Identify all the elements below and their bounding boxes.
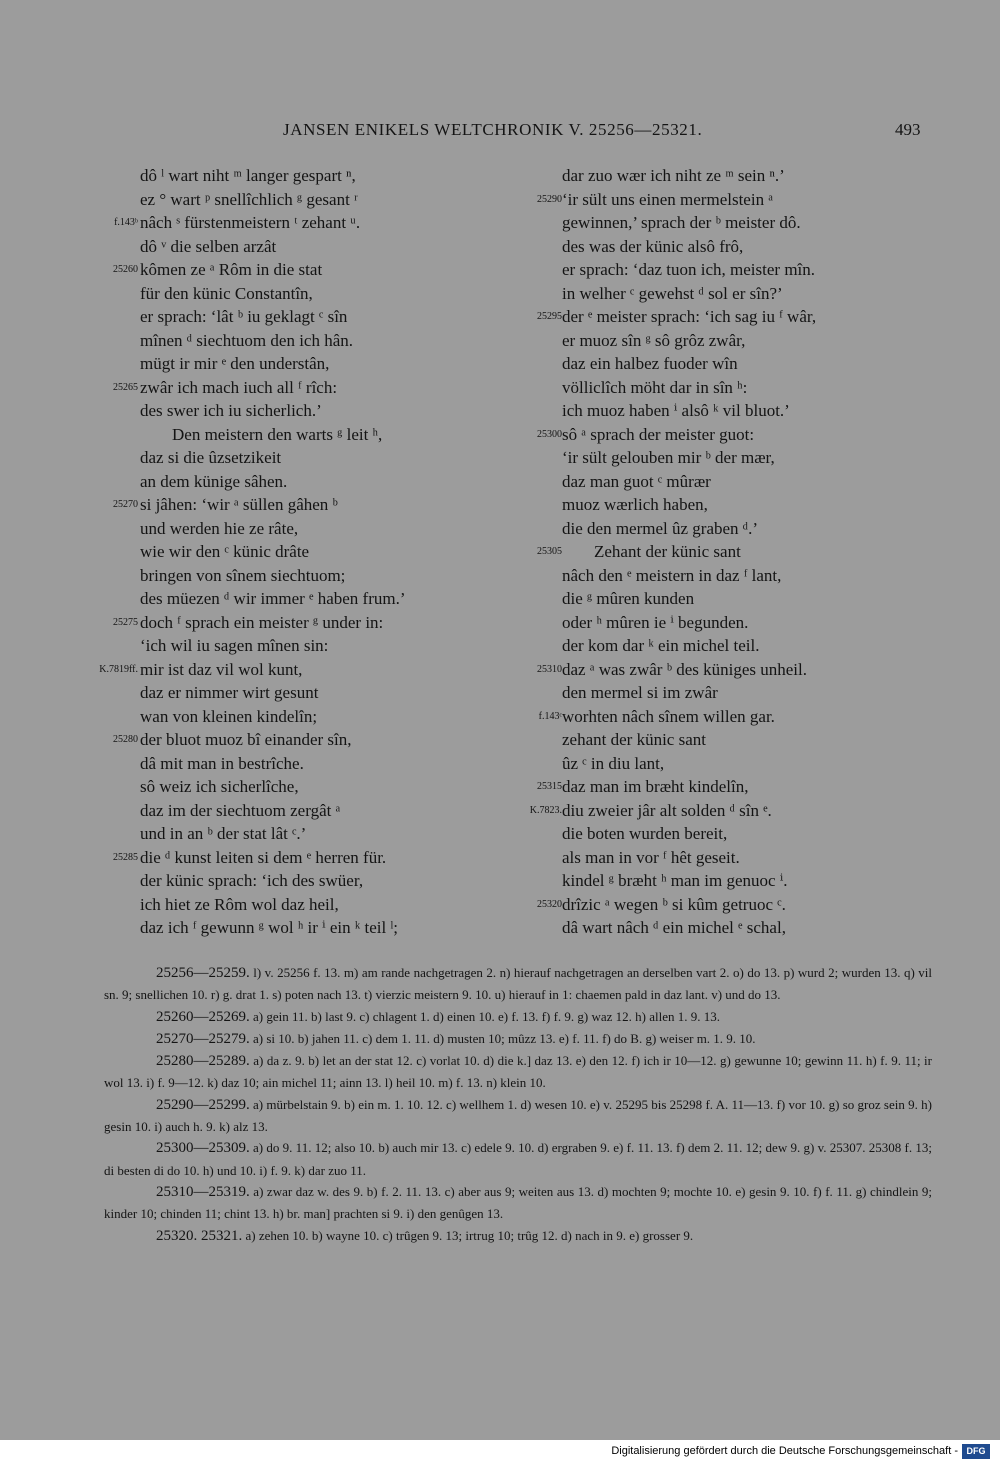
verse-line — [520, 446, 980, 470]
verse-line — [0, 564, 500, 588]
verse-text: dô ᵛ die selben arzât — [140, 236, 277, 256]
verse-text: si jâhen: ‘wir ᵃ süllen gâhen ᵇ — [140, 495, 338, 514]
verse-line — [0, 399, 500, 423]
verse-text: ‘ir sült uns einen mermelstein ᵃ — [562, 189, 773, 209]
verse-line — [520, 188, 980, 212]
verse-text: er sprach: ‘lât ᵇ iu geklagt ᶜ sîn — [140, 307, 348, 326]
verse-text: als man in vor ᶠ hêt geseit. — [562, 847, 740, 867]
verse-text: der ᵉ meister sprach: ‘ich sag iu ᶠ wâr, — [562, 307, 817, 326]
verse-line — [520, 634, 980, 658]
verse-line — [520, 564, 980, 588]
note-text: a) do 9. 11. 12; also 10. b) auch mir 13. c) edele 9. 10. d) ergraben 9. e) f. 11. 13. f) dem 2. 11. 12; dew 9. g) v. 25307. 25308 f. 13; di besten di do 10. h) und 10. i) f. 9. k) dar zuo 11. — [104, 1140, 933, 1178]
verse-text: bringen von sînem siechtuom; — [140, 565, 346, 585]
verse-text: ûz ᶜ in diu lant, — [562, 753, 665, 773]
line-marker: f.143ᵇ — [114, 217, 138, 228]
line-marker: K.7823. — [529, 804, 562, 816]
verse-line — [520, 658, 980, 682]
line-marker: 25275 — [113, 616, 138, 628]
verse-line — [0, 587, 500, 611]
note-block — [104, 1225, 932, 1247]
verse-line — [0, 752, 500, 776]
verse-text: daz man im bræht kindelîn, — [562, 777, 749, 796]
verse-text: und in an ᵇ der stat lât ᶜ.’ — [140, 824, 307, 843]
verse-text: der künic sprach: ‘ich des swüer, — [140, 871, 364, 890]
verse-text: wan von kleinen kindelîn; — [140, 706, 318, 726]
verse-text: zehant der künic sant — [562, 730, 706, 749]
verse-text: diu zweier jâr alt solden ᵈ sîn ᵉ. — [562, 800, 772, 820]
verse-line — [520, 916, 980, 940]
note-block — [104, 1006, 932, 1028]
verse-text: und werden hie ze râte, — [140, 518, 299, 538]
note-block — [104, 1181, 932, 1225]
line-marker: 25260 — [113, 264, 138, 275]
verse-column-right — [520, 164, 980, 940]
line-marker: 25290 — [537, 193, 562, 205]
verse-text: sô ᵃ sprach der meister guot: — [562, 424, 755, 444]
verse-line — [520, 164, 980, 188]
page-number: 493 — [895, 120, 921, 139]
note-range: 25290—25299. — [156, 1096, 250, 1113]
verse-text: wie wir den ᶜ künic drâte — [140, 542, 310, 561]
verse-text: mir ist daz vil wol kunt, — [140, 659, 303, 679]
verse-line — [0, 634, 500, 658]
verse-line — [0, 658, 500, 682]
verse-text: doch ᶠ sprach ein meister ᵍ under in: — [140, 612, 384, 632]
verse-text: völliclîch möht dar in sîn ʰ: — [562, 377, 748, 397]
verse-line — [0, 188, 500, 212]
line-marker: 25310 — [537, 663, 562, 675]
line-marker: f.143ᶜ — [538, 710, 562, 722]
note-text: a) da z. 9. b) let an der stat 12. c) vorlat 10. d) die k.] daz 13. e) den 12. f) ich ir 10—12. g) gewunne 10; gewinn 11. h) f. 9. 11; ir wol 13. i) f. 9—12. k) daz 10; ain michel 11; ainn 13. l) heil 10. m) f. 13. n) klein 10. — [104, 1053, 932, 1091]
verse-text: ez ° wart ᵖ snellîchlich ᵍ gesant ʳ — [140, 189, 358, 209]
verse-text: die ᵍ mûren kunden — [562, 589, 695, 608]
verse-text: ‘ir sült gelouben mir ᵇ der mær, — [562, 448, 775, 467]
verse-text: zwâr ich mach iuch all ᶠ rîch: — [140, 377, 338, 397]
verse-line — [0, 822, 500, 846]
verse-text: dâ mit man in bestrîche. — [140, 753, 304, 773]
verse-line — [520, 282, 980, 306]
verse-line — [0, 305, 500, 329]
verse-text: daz ein halbez fuoder wîn — [562, 354, 738, 373]
footer-bar — [0, 1441, 1000, 1465]
verse-line — [520, 352, 980, 376]
verse-text: in welher ᶜ gewehst ᵈ sol er sîn?’ — [562, 283, 783, 303]
line-marker: 25265 — [113, 381, 138, 393]
line-marker: 25270 — [113, 499, 138, 510]
critical-apparatus — [104, 962, 932, 1247]
verse-text: daz er nimmer wirt gesunt — [140, 683, 319, 702]
verse-text: ‘ich wil iu sagen mînen sin: — [140, 636, 329, 655]
note-block — [104, 1094, 932, 1138]
verse-line — [520, 399, 980, 423]
verse-line — [0, 164, 500, 188]
verse-line — [0, 423, 500, 447]
verse-line — [0, 517, 500, 541]
note-text: a) mürbelstain 9. b) ein m. 1. 10. 12. c) wellhem 1. d) wesen 10. e) v. 25295 bis 25298 f. A. 11—13. f) vor 10. g) so groz sein 9. h) gesin 10. i) auch h. 9. k) alz 13. — [104, 1096, 932, 1135]
verse-line — [520, 846, 980, 870]
verse-text: sô weiz ich sicherlîche, — [140, 777, 299, 796]
funding-credit: Digitalisierung gefördert durch die Deutsche Forschungsgemeinschaft - — [611, 1445, 958, 1457]
verse-text: des was der künic alsô frô, — [562, 236, 744, 256]
verse-text: gewinnen,’ sprach der ᵇ meister dô. — [562, 213, 801, 232]
verse-line — [520, 329, 980, 353]
verse-line — [520, 517, 980, 541]
verse-text: der kom dar ᵏ ein michel teil. — [562, 636, 760, 655]
verse-text: Zehant der künic sant — [594, 542, 741, 561]
line-marker: 25305 — [537, 546, 562, 557]
note-text: a) gein 11. b) last 9. c) chlagent 1. d) einen 10. e) f. 13. f) f. 9. g) waz 12. h) allen 1. 9. 13. — [253, 1008, 721, 1024]
note-range: 25270—25279. — [156, 1030, 250, 1047]
note-text: l) v. 25256 f. 13. m) am rande nachgetragen 2. n) hierauf nachgetragen an derselben vart 2. o) do 13. p) wurd 2; wurden 13. q) vil sn. 9; snellichen 10. r) g. drat 1. s) poten nach 13. t) vierzic meistern 9. 10. u) hierauf in 1: chaemen pald in daz lant. v) und do 13. — [104, 965, 932, 1003]
verse-line — [0, 869, 500, 893]
verse-line — [0, 705, 500, 729]
verse-text: Den meistern den warts ᵍ leit ʰ, — [172, 424, 383, 444]
line-marker: 25280 — [113, 734, 138, 745]
note-block — [104, 962, 932, 1006]
verse-line — [520, 211, 980, 235]
verse-line — [0, 258, 500, 282]
verse-text: muoz wærlich haben, — [562, 495, 708, 514]
verse-line — [0, 329, 500, 353]
verse-text: nâch den ᵉ meistern in daz ᶠ lant, — [562, 565, 782, 585]
verse-text: die boten wurden bereit, — [562, 824, 728, 843]
note-range: 25260—25269. — [156, 1008, 250, 1025]
verse-line — [520, 705, 980, 729]
verse-text: kômen ze ᵃ Rôm in die stat — [140, 260, 323, 279]
verse-line — [0, 681, 500, 705]
line-marker: 25320 — [537, 898, 562, 910]
note-range: 25320. 25321. — [156, 1227, 243, 1244]
verse-text: ich muoz haben ⁱ alsô ᵏ vil bluot.’ — [562, 401, 790, 420]
verse-text: die den mermel ûz graben ᵈ.’ — [562, 518, 758, 538]
verse-text: dô ˡ wart niht ᵐ langer gespart ⁿ, — [140, 166, 356, 185]
line-marker: 25285 — [113, 851, 138, 863]
verse-text: den mermel si im zwâr — [562, 683, 718, 702]
verse-text: daz man guot ᶜ mûrær — [562, 471, 711, 491]
verse-line — [0, 846, 500, 870]
verse-line — [520, 235, 980, 259]
note-range: 25256—25259. — [156, 965, 250, 981]
verse-line — [520, 587, 980, 611]
verse-line — [520, 470, 980, 494]
dfg-logo: DFG — [962, 1444, 990, 1459]
verse-line — [520, 728, 980, 752]
verse-line — [0, 775, 500, 799]
verse-line — [0, 376, 500, 400]
verse-text: drîzic ᵃ wegen ᵇ si kûm getruoc ᶜ. — [562, 894, 786, 914]
verse-line — [0, 799, 500, 823]
verse-line — [0, 611, 500, 635]
verse-text: dar zuo wær ich niht ze ᵐ sein ⁿ.’ — [562, 166, 785, 185]
verse-line — [0, 352, 500, 376]
verse-line — [520, 822, 980, 846]
verse-line — [520, 611, 980, 635]
verse-line — [0, 893, 500, 917]
note-text: a) zwar daz w. des 9. b) f. 2. 11. 13. c) aber aus 9; weiten aus 13. d) mochten 9; mochte 10. e) gesin 9. 10. f) f. 11. g) chindlein 9; kinder 10; chinden 11; chint 13. h) br. man] prachten si 9. i) den genûgen 13. — [104, 1183, 933, 1222]
verse-text: der bluot muoz bî einander sîn, — [140, 730, 352, 749]
verse-line — [520, 799, 980, 823]
verse-text: mügt ir mir ᵉ den understân, — [140, 354, 330, 373]
note-range: 25310—25319. — [156, 1183, 250, 1200]
verse-line — [0, 446, 500, 470]
verse-text: an dem künige sâhen. — [140, 471, 288, 491]
note-block — [104, 1028, 932, 1050]
line-marker: 25315 — [537, 781, 562, 792]
verse-text: er muoz sîn ᵍ sô grôz zwâr, — [562, 330, 746, 350]
note-range: 25300—25309. — [156, 1140, 250, 1157]
verse-text: daz im der siechtuom zergât ᵃ — [140, 800, 341, 820]
verse-line — [520, 493, 980, 517]
note-text: a) si 10. b) jahen 11. c) dem 1. 11. d) musten 10; mûzz 13. e) f. 11. f) do B. g) weiser m. 1. 9. 10. — [253, 1030, 756, 1046]
verse-line — [0, 540, 500, 564]
verse-line — [0, 916, 500, 940]
verse-text: oder ʰ mûren ie ⁱ begunden. — [562, 612, 749, 632]
verse-line — [520, 423, 980, 447]
note-range: 25280—25289. — [156, 1053, 250, 1070]
line-marker: 25295 — [537, 311, 562, 322]
verse-text: des müezen ᵈ wir immer ᵉ haben frum.’ — [140, 589, 406, 608]
running-title: JANSEN ENIKELS WELTCHRONIK V. 25256—25321. — [283, 120, 703, 139]
verse-line — [520, 258, 980, 282]
verse-text: daz ᵃ was zwâr ᵇ des küniges unheil. — [562, 659, 808, 679]
verse-text: nâch ˢ fürstenmeistern ᵗ zehant ᵘ. — [140, 213, 361, 232]
verse-text: worhten nâch sînem willen gar. — [562, 706, 775, 726]
line-marker: K.7819ff. — [99, 663, 138, 675]
verse-text: daz ich ᶠ gewunn ᵍ wol ʰ ir ⁱ ein ᵏ teil ˡ; — [140, 918, 398, 937]
verse-line — [0, 493, 500, 517]
verse-line — [520, 376, 980, 400]
note-block — [104, 1050, 932, 1094]
verse-line — [520, 869, 980, 893]
verse-line — [0, 728, 500, 752]
verse-line — [0, 470, 500, 494]
verse-line — [0, 211, 500, 235]
verse-line — [520, 305, 980, 329]
verse-line — [0, 282, 500, 306]
verse-text: er sprach: ‘daz tuon ich, meister mîn. — [562, 260, 816, 279]
note-block — [104, 1137, 932, 1181]
verse-text: kindel ᵍ bræht ʰ man im genuoc ⁱ. — [562, 871, 788, 890]
verse-line — [520, 681, 980, 705]
note-text: a) zehen 10. b) wayne 10. c) trûgen 9. 13; irtrug 10; trûg 12. d) nach in 9. e) grosser 9. — [245, 1227, 694, 1243]
verse-text: die ᵈ kunst leiten si dem ᵉ herren für. — [140, 847, 387, 867]
verse-text: mînen ᵈ siechtuom den ich hân. — [140, 330, 354, 350]
verse-text: ich hiet ze Rôm wol daz heil, — [140, 894, 339, 914]
verse-line — [520, 893, 980, 917]
verse-line — [520, 752, 980, 776]
verse-line — [520, 540, 980, 564]
verse-text: des swer ich iu sicherlich.’ — [140, 401, 322, 420]
verse-column-left — [0, 164, 500, 940]
verse-line — [0, 235, 500, 259]
line-marker: 25300 — [537, 428, 562, 440]
verse-text: dâ wart nâch ᵈ ein michel ᵉ schal, — [562, 918, 786, 937]
page-header — [0, 120, 1000, 146]
verse-text: daz si die ûzsetzikeit — [140, 448, 282, 467]
verse-text: für den künic Constantîn, — [140, 283, 313, 303]
verse-line — [520, 775, 980, 799]
